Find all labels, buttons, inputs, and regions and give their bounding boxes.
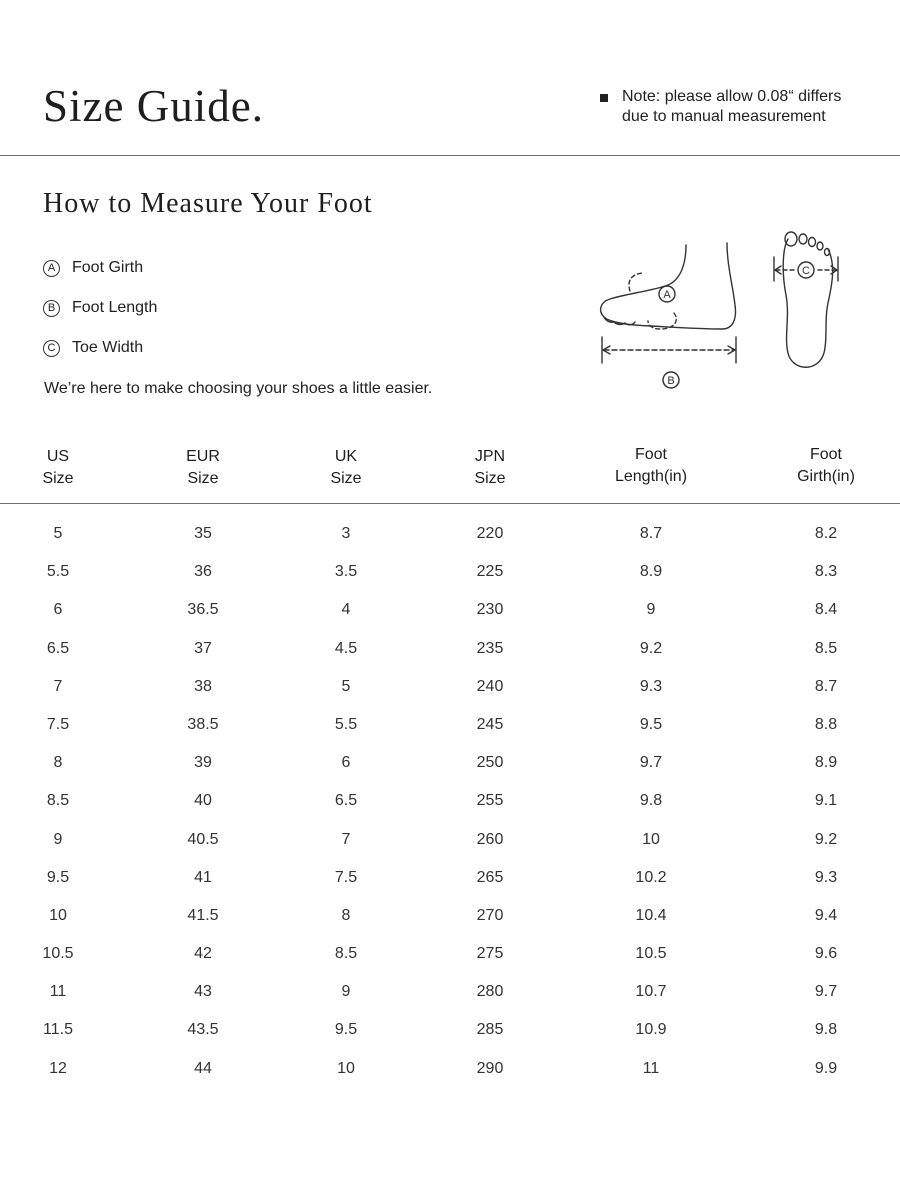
page-title: Size Guide.	[43, 81, 264, 131]
column-header-line: JPN	[474, 448, 506, 465]
cell-foot-length: 9.5	[639, 715, 663, 733]
cell-eur-size: 39	[194, 754, 212, 772]
cell-foot-length: 10.4	[635, 906, 667, 924]
cell-jpn-size: 230	[476, 601, 504, 619]
cell-eur-size: 35	[194, 525, 212, 542]
cell-us-size: 5	[53, 525, 63, 542]
tagline: We’re here to make choosing your shoes a little easier.	[44, 380, 433, 397]
table-row	[0, 669, 900, 707]
cell-us-size: 8	[53, 754, 63, 772]
column-header-foot-girth	[766, 444, 886, 488]
table-row	[0, 592, 900, 630]
cell-jpn-size: 220	[476, 525, 504, 542]
cell-foot-girth: 9.8	[814, 1021, 838, 1039]
cell-us-size: 7	[53, 677, 63, 695]
size-table-body	[0, 516, 900, 1089]
table-row	[0, 1012, 900, 1050]
legend-item-toe-width	[43, 328, 157, 368]
cell-jpn-size: 285	[476, 1021, 504, 1039]
cell-uk-size: 9	[341, 983, 351, 1001]
measurement-note	[600, 87, 862, 127]
column-header-line: Girth(in)	[797, 468, 855, 485]
cell-jpn-size: 245	[476, 715, 504, 733]
cell-us-size: 9	[53, 830, 63, 848]
cell-jpn-size: 240	[476, 677, 504, 695]
column-header-uk	[286, 446, 406, 490]
cell-us-size: 10	[49, 906, 67, 924]
cell-uk-size: 4	[341, 601, 351, 619]
cell-jpn-size: 280	[476, 983, 504, 1001]
table-row	[0, 898, 900, 936]
cell-eur-size: 41.5	[187, 906, 219, 924]
column-header-line: Foot	[634, 446, 667, 463]
marker-c-label: C	[802, 265, 810, 277]
foot-measurement-diagram	[590, 225, 850, 395]
table-row	[0, 516, 900, 554]
cell-foot-length: 8.7	[639, 525, 663, 542]
column-header-line: Size	[187, 470, 219, 487]
cell-uk-size: 7	[341, 830, 351, 848]
column-header-line: EUR	[186, 448, 220, 465]
cell-uk-size: 3.5	[334, 563, 358, 581]
cell-us-size: 5.5	[46, 563, 70, 581]
table-row	[0, 822, 900, 860]
cell-eur-size: 44	[194, 1059, 212, 1077]
cell-foot-girth: 9.7	[814, 983, 838, 1001]
column-header-line: Foot	[809, 446, 842, 463]
column-header-line: Size	[474, 470, 506, 487]
table-row	[0, 783, 900, 821]
cell-jpn-size: 275	[476, 945, 504, 963]
cell-foot-girth: 9.6	[814, 945, 838, 963]
cell-us-size: 8.5	[46, 792, 70, 810]
cell-uk-size: 9.5	[334, 1021, 358, 1039]
size-table-header	[0, 440, 900, 500]
table-row	[0, 745, 900, 783]
column-header-line: US	[46, 448, 70, 465]
cell-foot-girth: 9.9	[814, 1059, 838, 1077]
cell-uk-size: 4.5	[334, 639, 358, 657]
cell-jpn-size: 260	[476, 830, 504, 848]
marker-b-label: B	[667, 375, 675, 387]
column-header-foot-length	[591, 444, 711, 488]
cell-us-size: 11.5	[43, 1021, 73, 1039]
measurement-legend	[43, 248, 157, 368]
cell-uk-size: 8	[341, 906, 351, 924]
cell-foot-length: 11	[642, 1059, 660, 1077]
cell-foot-length: 9.3	[639, 677, 663, 695]
cell-foot-girth: 8.4	[814, 601, 838, 619]
column-header-line: Size	[42, 470, 74, 487]
table-row	[0, 1051, 900, 1089]
legend-item-foot-length	[43, 288, 157, 328]
cell-foot-girth: 9.4	[814, 906, 838, 924]
cell-jpn-size: 235	[476, 639, 504, 657]
cell-uk-size: 5.5	[334, 715, 358, 733]
cell-us-size: 9.5	[46, 868, 70, 886]
marker-a-label: A	[663, 289, 671, 301]
cell-jpn-size: 265	[476, 868, 504, 886]
cell-foot-length: 9	[646, 601, 656, 619]
column-header-line: UK	[334, 448, 358, 465]
cell-uk-size: 8.5	[334, 945, 358, 963]
circled-c-icon: C	[43, 340, 60, 357]
cell-eur-size: 40.5	[187, 830, 219, 848]
cell-eur-size: 37	[194, 639, 212, 657]
cell-uk-size: 10	[337, 1059, 355, 1077]
sole-foot-outline-icon	[783, 239, 832, 367]
cell-foot-girth: 8.7	[814, 677, 838, 695]
cell-foot-length: 10.7	[635, 983, 667, 1001]
table-row	[0, 860, 900, 898]
cell-eur-size: 41	[194, 868, 212, 886]
cell-jpn-size: 290	[476, 1059, 504, 1077]
column-header-us	[0, 446, 118, 490]
cell-uk-size: 3	[341, 525, 351, 542]
table-row	[0, 631, 900, 669]
cell-foot-length: 8.9	[639, 563, 663, 581]
cell-us-size: 10.5	[42, 945, 74, 963]
cell-foot-girth: 8.9	[814, 754, 838, 772]
cell-jpn-size: 270	[476, 906, 504, 924]
square-bullet-icon	[600, 94, 608, 102]
cell-us-size: 11	[49, 983, 67, 1001]
cell-us-size: 6	[53, 601, 63, 619]
note-text: Note: please allow 0.08“ differs due to manual measurement	[622, 88, 842, 125]
table-row	[0, 707, 900, 745]
circled-a-icon: A	[43, 260, 60, 277]
table-row	[0, 554, 900, 592]
table-header-divider	[0, 503, 900, 504]
cell-eur-size: 36.5	[187, 601, 219, 619]
cell-foot-girth: 8.2	[814, 525, 838, 542]
circled-b-icon: B	[43, 300, 60, 317]
cell-uk-size: 7.5	[334, 868, 358, 886]
cell-foot-girth: 9.2	[814, 830, 838, 848]
section-title: How to Measure Your Foot	[43, 188, 373, 219]
column-header-line: Size	[330, 470, 362, 487]
column-header-eur	[143, 446, 263, 490]
cell-us-size: 6.5	[46, 639, 70, 657]
column-header-jpn	[430, 446, 550, 490]
cell-foot-length: 10.9	[635, 1021, 667, 1039]
table-row	[0, 936, 900, 974]
cell-foot-length: 10.2	[635, 868, 667, 886]
legend-item-foot-girth	[43, 248, 157, 288]
cell-eur-size: 38	[194, 677, 212, 695]
cell-us-size: 7.5	[46, 715, 70, 733]
cell-foot-length: 9.8	[639, 792, 663, 810]
cell-foot-length: 9.2	[639, 639, 663, 657]
cell-foot-length: 10	[642, 830, 660, 848]
cell-foot-girth: 9.3	[814, 868, 838, 886]
table-row	[0, 974, 900, 1012]
cell-foot-girth: 8.8	[814, 715, 838, 733]
cell-foot-length: 10.5	[635, 945, 667, 963]
header-divider	[0, 155, 900, 156]
cell-eur-size: 38.5	[187, 715, 219, 733]
cell-eur-size: 42	[194, 945, 212, 963]
cell-jpn-size: 225	[476, 563, 504, 581]
column-header-line: Length(in)	[614, 468, 688, 485]
legend-label: Toe Width	[72, 339, 144, 356]
cell-uk-size: 6.5	[334, 792, 358, 810]
cell-foot-length: 9.7	[639, 754, 663, 772]
cell-eur-size: 43	[194, 983, 212, 1001]
cell-eur-size: 36	[194, 563, 212, 581]
cell-us-size: 12	[49, 1059, 67, 1077]
cell-eur-size: 43.5	[187, 1021, 219, 1039]
cell-foot-girth: 8.3	[814, 563, 838, 581]
cell-jpn-size: 250	[476, 754, 504, 772]
legend-label: Foot Girth	[72, 259, 144, 276]
cell-jpn-size: 255	[476, 792, 504, 810]
cell-foot-girth: 9.1	[814, 792, 838, 810]
cell-uk-size: 6	[341, 754, 351, 772]
legend-label: Foot Length	[72, 299, 158, 316]
cell-foot-girth: 8.5	[814, 639, 838, 657]
cell-uk-size: 5	[341, 677, 351, 695]
cell-eur-size: 40	[194, 792, 212, 810]
